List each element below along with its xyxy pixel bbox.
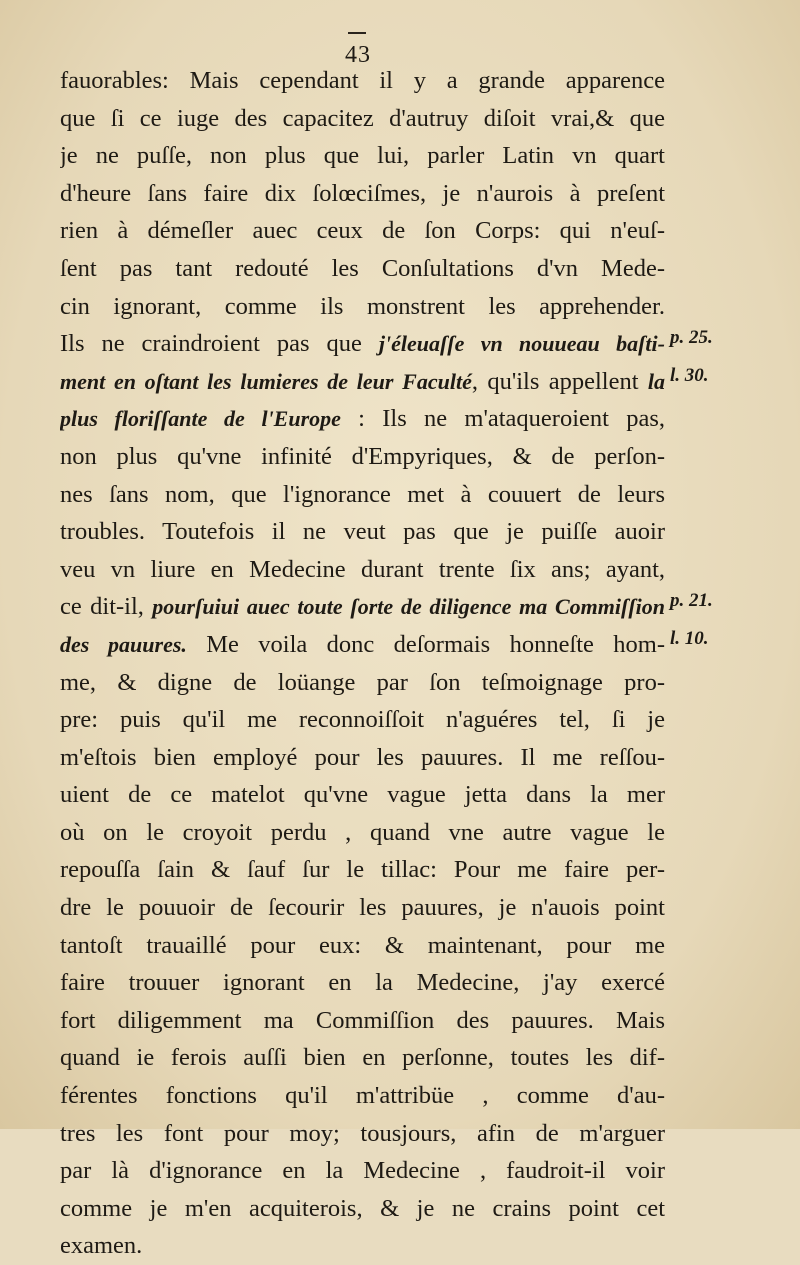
text-line bbox=[60, 701, 665, 739]
italic-quote: pourſuiui auec toute ſorte de diligence ma Commiſſion bbox=[152, 594, 665, 620]
text-line bbox=[60, 62, 665, 100]
text-line bbox=[60, 964, 665, 1002]
text-line bbox=[60, 325, 665, 363]
text-segment: , qu'ils appellent bbox=[471, 367, 648, 395]
text-segment: pre: puis qu'il me reconnoiſſoit n'aguéres tel, ſi je bbox=[60, 706, 665, 734]
italic-quote: la bbox=[647, 368, 665, 394]
text-segment: quand ie ferois auſſi bien en perſonne, toutes les dif- bbox=[60, 1044, 665, 1072]
text-line bbox=[60, 1039, 665, 1077]
text-segment: ce dit-il, bbox=[60, 593, 153, 621]
text-line bbox=[60, 1115, 665, 1153]
text-segment: Ils ne craindroient pas que bbox=[60, 330, 379, 358]
text-segment: : Ils ne m'ataqueroient pas, bbox=[340, 405, 665, 433]
margin-reference: l. 10. bbox=[670, 628, 709, 649]
text-segment: où on le croyoit perdu , quand vne autre vague le bbox=[60, 818, 665, 846]
text-line bbox=[60, 400, 665, 438]
text-line bbox=[60, 1190, 665, 1228]
text-line bbox=[60, 137, 665, 175]
margin-reference: p. 25. bbox=[670, 327, 713, 349]
text-segment: nes ſans nom, que l'ignorance met à couuert de leurs bbox=[60, 480, 665, 508]
text-segment: uient de ce matelot qu'vne vague jetta dans la mer bbox=[60, 781, 665, 809]
text-line bbox=[60, 814, 665, 852]
text-segment: examen. bbox=[60, 1232, 143, 1260]
text-segment: veu vn liure en Medecine durant trente ſix ans; ayant, bbox=[60, 555, 665, 583]
text-line bbox=[60, 438, 665, 476]
text-segment: comme je m'en acquiterois, & je ne crains point cet bbox=[60, 1194, 665, 1222]
margin-reference: l. 30. bbox=[670, 364, 709, 386]
text-line bbox=[60, 927, 665, 965]
text-segment: non plus qu'vne infinité d'Empyriques, & de perſon- bbox=[60, 442, 665, 470]
text-segment: par là d'ignorance en la Medecine , faudroit-il voir bbox=[60, 1157, 665, 1185]
text-segment: fauorables: Mais cependant il y a grande apparence bbox=[60, 67, 665, 94]
text-segment: tres les font pour moy; tousjours, afin de m'arguer bbox=[60, 1119, 665, 1147]
text-line bbox=[60, 739, 665, 777]
italic-quote: j'éleuaſſe vn nouueau baſti- bbox=[378, 331, 665, 357]
text-line bbox=[60, 851, 665, 889]
text-segment: tantoſt trauaillé pour eux: & maintenant, pour me bbox=[60, 931, 665, 959]
text-line bbox=[60, 551, 665, 589]
text-line bbox=[60, 476, 665, 514]
text-line bbox=[60, 363, 665, 401]
text-segment: que ſi ce iuge des capacitez d'autruy diſoit vrai,& que bbox=[60, 104, 665, 132]
margin-reference: p. 21. bbox=[670, 590, 713, 612]
body-text bbox=[60, 62, 665, 1265]
text-segment: cin ignorant, comme ils monstrent les apprehender. bbox=[60, 292, 665, 320]
text-segment: m'eſtois bien employé pour les pauures. Il me reſſou- bbox=[60, 743, 665, 771]
text-segment: fort diligemment ma Commiſſion des pauures. Mais bbox=[60, 1006, 665, 1034]
text-line bbox=[60, 212, 665, 250]
text-line bbox=[60, 513, 665, 551]
text-line bbox=[60, 1077, 665, 1115]
page-number: 43 bbox=[345, 42, 371, 68]
text-segment: d'heure ſans faire dix ſolœciſmes, je n'aurois à preſent bbox=[60, 179, 665, 207]
italic-quote: des pauures. bbox=[60, 631, 187, 657]
text-line bbox=[60, 175, 665, 213]
text-segment: je ne puſſe, non plus que lui, parler Latin vn quart bbox=[60, 142, 665, 170]
text-segment: ſent pas tant redouté les Conſultations d'vn Mede- bbox=[60, 254, 665, 282]
text-line bbox=[60, 588, 665, 626]
text-segment: dre le pouuoir de ſecourir les pauures, je n'auois point bbox=[60, 894, 665, 922]
text-line bbox=[60, 1227, 665, 1265]
text-line bbox=[60, 664, 665, 702]
text-line bbox=[60, 288, 665, 326]
text-line bbox=[60, 626, 665, 664]
text-segment: troubles. Toutefois il ne veut pas que je puiſſe auoir bbox=[60, 518, 665, 546]
text-segment: faire trouuer ignorant en la Medecine, j'ay exercé bbox=[60, 969, 665, 997]
italic-quote: plus floriſſante de l'Europe bbox=[60, 406, 341, 432]
text-line bbox=[60, 889, 665, 927]
text-line bbox=[60, 250, 665, 288]
text-segment: me, & digne de loüange par ſon teſmoignage pro- bbox=[60, 668, 665, 696]
italic-quote: ment en oſtant les lumieres de leur Faculté bbox=[60, 368, 472, 394]
text-line bbox=[60, 100, 665, 138]
text-segment: férentes fonctions qu'il m'attribüe , comme d'au- bbox=[60, 1082, 665, 1110]
text-line bbox=[60, 776, 665, 814]
text-line bbox=[60, 1152, 665, 1190]
text-segment: repouſſa ſain & ſauf ſur le tillac: Pour me faire per- bbox=[60, 856, 665, 884]
text-segment: rien à démeſler auec ceux de ſon Corps: qui n'euſ- bbox=[60, 217, 665, 245]
text-line bbox=[60, 1002, 665, 1040]
text-segment: Me voila donc deſormais honneſte hom- bbox=[186, 630, 665, 658]
